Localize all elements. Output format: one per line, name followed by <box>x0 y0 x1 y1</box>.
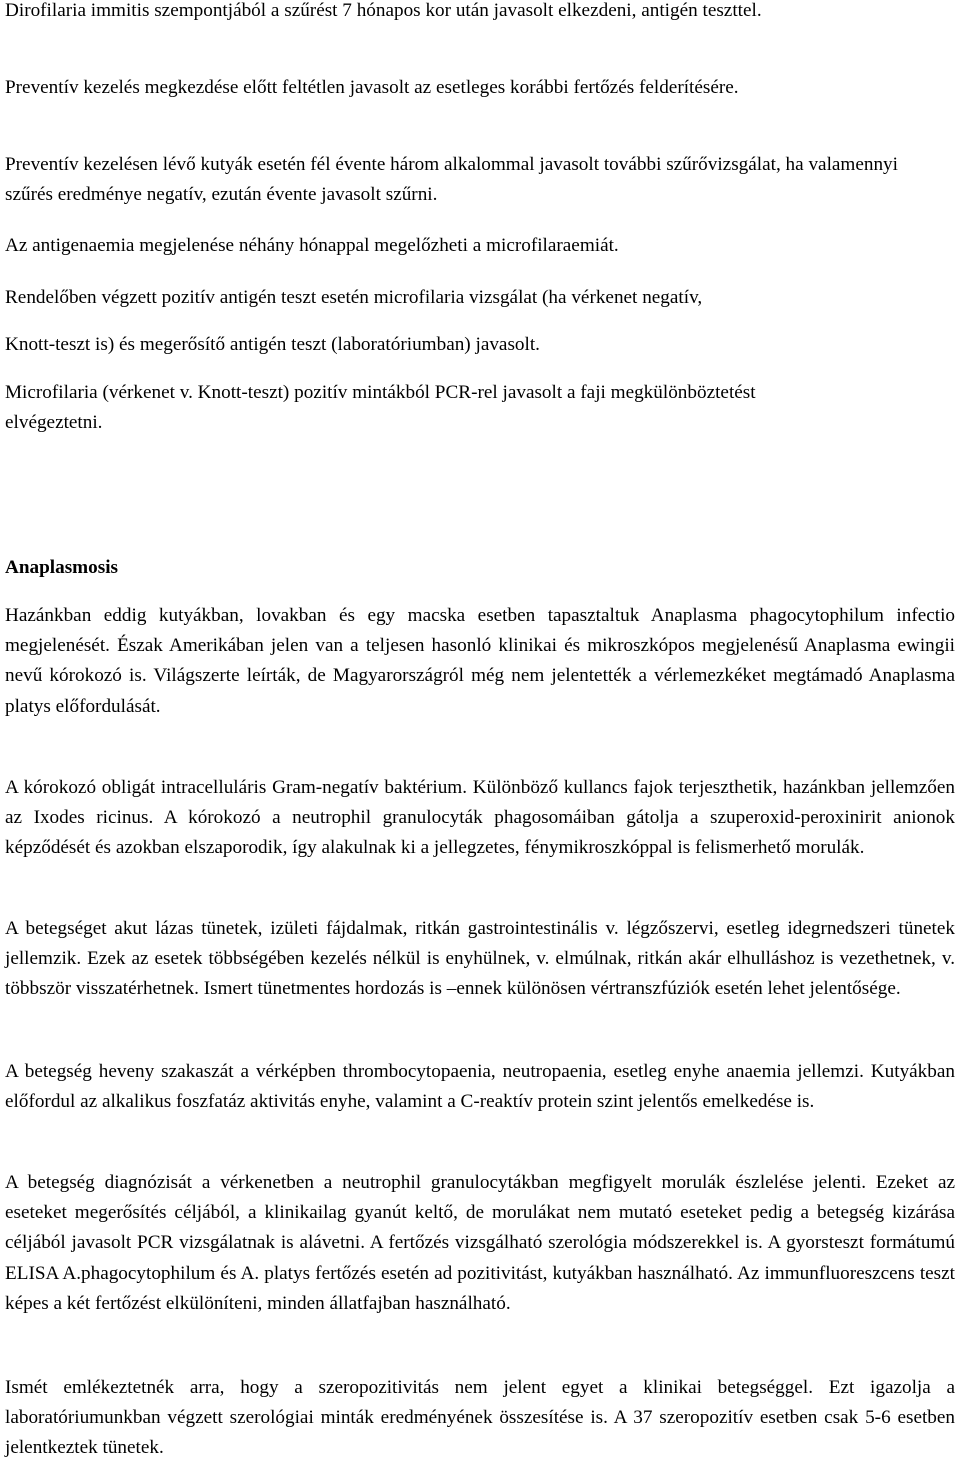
paragraph-anaplasma-pathogen: A kórokozó obligát intracelluláris Gram-negatív baktérium. Különböző kullancs fajok terjeszthetik, hazánkban jellemzően az Ixodes ricinus. A kórokozó a neutrophil granulocyták phagosomáiban gátolja a szuperoxid-peroxinirit anionok képződését és azokban elszaporodik, így alakulnak ki a jellegzetes, fénymikroszkóppal is felismerhető morulák. <box>5 777 955 859</box>
paragraph-seropositivity: Ismét emlékeztetnék arra, hogy a szeropozitivitás nem jelent egyet a klinikai betegséggel. Ezt igazolja a laboratóriumunkban végzett szerológiai minták eredményének összesítése is. A 37 szeropozitív esetben csak 5-6 esetben jelentkeztek tünetek. <box>5 1377 955 1459</box>
paragraph-anaplasma-symptoms: A betegséget akut lázas tünetek, izületi fájdalmak, ritkán gastrointestinális v. légzőszervi, esetleg idegrnedszeri tünetek jellemzik. Ezek az esetek többségében kezelés nélkül is enyhülnek, v. elmúlnak, ritkán akár elhulláshoz is vezethetnek, v. többször visszatérhetnek. Ismert tünetmentes hordozás is –ennek különösen vértranszfúziók esetén lehet jelentősége. <box>5 918 955 1000</box>
paragraph-clinic-test-line2: Knott-teszt is) és megerősítő antigén teszt (laboratóriumban) javasolt. <box>5 334 540 355</box>
paragraph-anaplasma-diagnosis: A betegség diagnózisát a vérkenetben a neutrophil granulocytákban megfigyelt morulák észlelése jelenti. Ezeket az eseteket megerősítés céljából, a klinikailag gyanút keltő, de morulákat nem mutató eseteket pedig a betegség kizárása céljából javasolt PCR vizsgálatnak is alávetni. A fertőzés vizsgálható szerológia módszerekkel is. A gyorsteszt formátumú ELISA A.phagocytophilum és A. platys fertőzés esetén ad pozitivitást, kutyákban használható. Az immunfluoreszcens teszt képes a két fertőzést elkülöníteni, minden állatfajban használható. <box>5 1172 955 1314</box>
paragraph-dirofilaria-screening: Dirofilaria immitis szempontjából a szűrést 7 hónapos kor után javasolt elkezdeni, antigén teszttel. <box>5 0 762 21</box>
paragraph-preventive-before: Preventív kezelés megkezdése előtt feltétlen javasolt az esetleges korábbi fertőzés felderítésére. <box>5 77 739 98</box>
paragraph-anaplasma-bloodcount: A betegség heveny szakaszát a vérképben thrombocytopaenia, neutropaenia, esetleg enyhe anaemia jellemzi. Kutyákban előfordul az alkalikus foszfatáz aktivitás enyhe, valamint a C-reaktív protein szint jelentős emelkedése is. <box>5 1061 955 1113</box>
section-title-anaplasmosis: Anaplasmosis <box>5 557 119 578</box>
paragraph-antigenaemia: Az antigenaemia megjelenése néhány hónappal megelőzheti a microfilaraemiát. <box>5 235 619 256</box>
paragraph-clinic-test-line1: Rendelőben végzett pozitív antigén teszt esetén microfilaria vizsgálat (ha vérkenet negatív, <box>5 287 703 308</box>
paragraph-preventive-followup: Preventív kezelésen lévő kutyák esetén fél évente három alkalommal javasolt további szűrővizsgálat, ha valamennyi szűrés eredménye negatív, ezután évente javasolt szűrni. <box>5 154 898 206</box>
paragraph-anaplasma-occurrence: Hazánkban eddig kutyákban, lovakban és egy macska esetben tapasztaltuk Anaplasma phagocytophilum infectio megjelenését. Észak Amerikában jelen van a teljesen hasonló klinikai és mikroszkópos megjelenésű Anaplasma ewingii nevű kórokozó is. Világszerte leírták, de Magyarországról még nem jelentették a vérlemezkéket megtámadó Anaplasma platys előfordulását. <box>5 605 955 717</box>
paragraph-pcr-species: Microfilaria (vérkenet v. Knott-teszt) pozitív mintákból PCR-rel javasolt a faji megkülönböztetést elvégeztetni. <box>5 382 756 434</box>
